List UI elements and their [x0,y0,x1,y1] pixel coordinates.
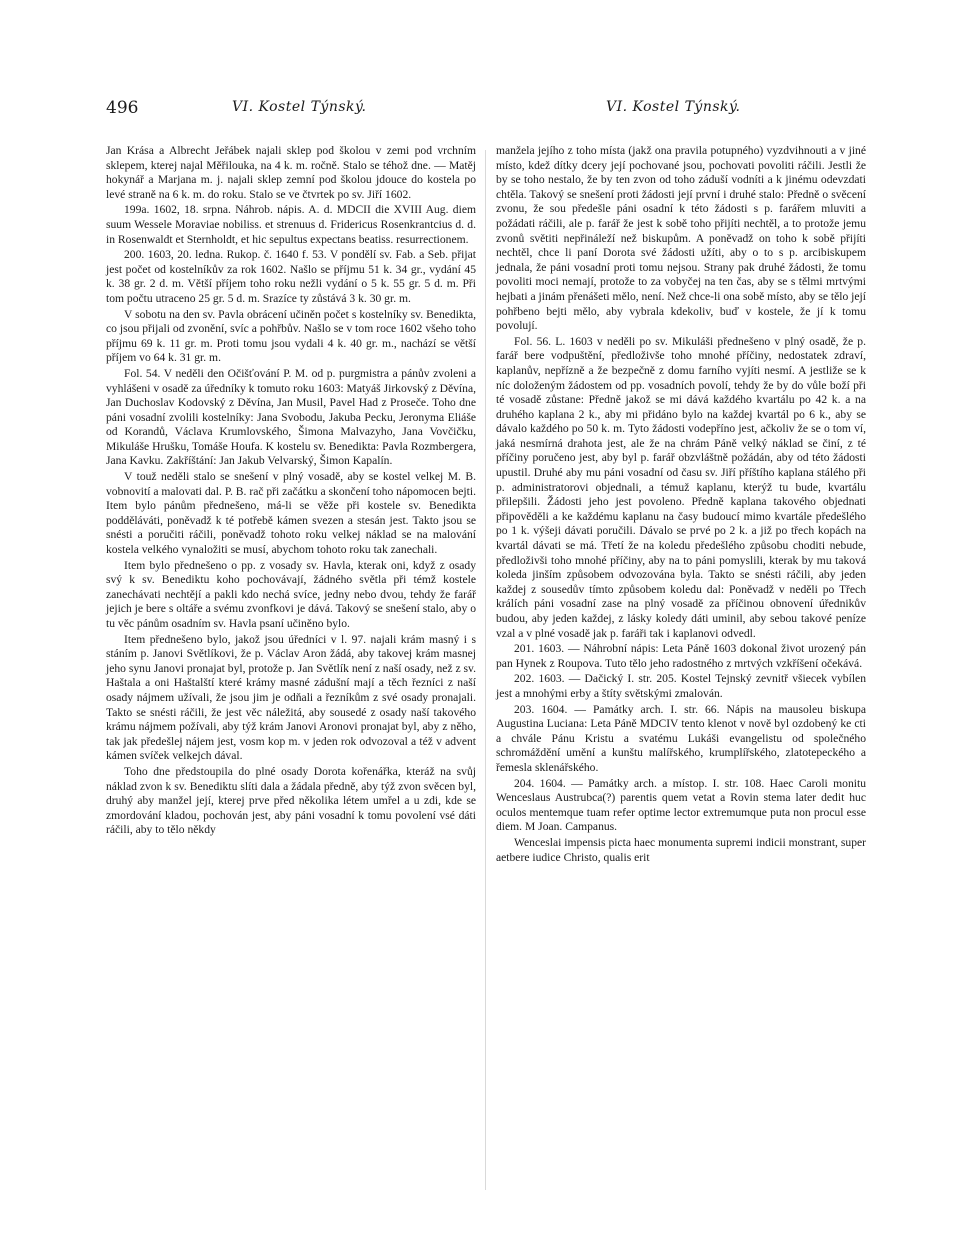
page-number: 496 [106,98,139,118]
right-column [496,144,866,866]
paragraph: 203. 1604. — Památky arch. I. str. 66. Nápis na mausoleu biskupa Augustina Luciana: Leta Páně MDCIV tento klenot v nově byl ozdobený ke cti a chvále Pánu Kristu a svatému Lukáši evangelistu od společného schromáždění umění a kunštu malířského, krumplířského, zlatotepeckého a řemesla sklenářského. [496,702,866,774]
paragraph: manžela jejího z toho místa (jakž ona pravila potupného) vyzdvihnouti a v jiné místo, kdež dítky dcery její pochované jsou, pochovati povoliti ráčili. Jestli že by se toho nestalo, že by ten zvon od toho záduší vodníti a k jinému odevzdati chtěla. Takový se snešení proti žádosti její první i druhé stalo: Předně o svěcení zvonu, že sou předešle páni osadní k této žádosti s p. farářem mluviti a požádati ráčili, ale p. farář že jest k sobě toho přijíti nechtěl, a to protože jemu zvonů světiti nepřináleží než biskupům. A poněvadž on toho k sobě přijíti nechtěl, chce li paní Dorota své žádosti užíti, aby o to s p. arcibiskupem jednala, že páni vosadní proti tomu nejsou. Strany pak druhé žádosti, že tomu povoliti moci nemají, protože to za vobyčej na ten čas, aby se s tělmi mrtvými hejbati a jinám přenášeti mělo, není. Než chce-li ona sobě místo, aby se tělo její pohřbeno bejti mělo, aby vybrala kdekoliv, buď v kostele, že jí k tomu povolují. [496,144,866,333]
paragraph: Item přednešeno bylo, jakož jsou úředníci v l. 97. najali krám masný i s stáním p. Janovi Světlíkovi, že p. Václav Aron žádá, aby takovej krám masnej jeho synu Janovi pronajat byl, protože p. Jan Světlík není z naší osady, než z sv. Haštala a oni Haštalští které krámy masné zádušní mají a těch řezníci z naší osady nájmem užívali, že jsou jim je odňali a řezníkům z své osady pronajali. Takto se snésti ráčili, že jest věc náležitá, aby sousedé z osady naší takového krámu nájmem požívali, aby týž krám Janovi Aronovi pronajat byl, aby z něho, tak jak předešlej nájem jest, vosm kop m. v jeden rok odvozoval a též v advent kámen svíček velkejch dával. [106,632,476,763]
running-title-left: VI. Kostel Týnský. [232,99,367,115]
paragraph: 201. 1603. — Náhrobní nápis: Leta Páně 1603 dokonal život urozený pán pan Hynek z Roupova. Tuto tělo jeho radostného z mrtvých vzkříšení očekává. [496,642,866,670]
page-header [106,98,868,118]
paragraph: Wenceslai impensis picta haec monumenta supremi indicii monstrant, super aetbere iudice Christo, qualis erit [496,835,866,864]
paragraph: 200. 1603, 20. ledna. Rukop. č. 1640 f. 53. V pondělí sv. Fab. a Seb. přijat jest počet od kostelníkův za rok 1602. Našlo se příjmu 51 k. 34 gr., vydání 45 k. 38 gr. 2 d. m. Větší příjem toho roku nežli vydání o 5 k. 55 gr. 5 d. m. Při tom počtu utraceno 25 gr. 5 d. m. Srazíce ty zůstává 3 k. 30 gr. m. [106,248,476,305]
paragraph: Toho dne předstoupila do plné osady Dorota kořenářka, kteráž na svůj náklad zvon k sv. Benediktu slíti dala a žádala předně, aby týž zvon svěcen byl, druhý aby manžel její, kterej prve před několika létem umřel a u zdi, kde se zmordování kladou, pochován jest, aby páni vosadní k tomu povolení vsé dáti ráčili, aby to tělo někdy [106,764,476,837]
left-column [106,144,476,839]
paragraph: 202. 1603. — Dačický I. str. 205. Kostel Tejnský zevnitř všiecek vybílen jest a mnohými erby a štíty světskými zmalován. [496,672,866,700]
paragraph: Item bylo přednešeno o pp. z vosady sv. Havla, kterak oni, když z osady svý k sv. Benediktu koho pochovávají, žádného světla při témž kostele zanechávati nechtějí a pakli kdo nechá svíce, jedny nebo dvou, tehdy že farář jejich je bere s oltáře a svému zvonfkovi je dává. Takový se snešení stalo, aby o tu věc pánům osadním sv. Havla psaní učiněno bylo. [106,558,476,630]
paragraph: V sobotu na den sv. Pavla obrácení učiněn počet s kostelníky sv. Benedikta, co jsou přijali od zvonění, svíc a pohřbův. Našlo se v tom roce 1602 všeho toho příjmu 69 k. 11 gr. m. Proti tomu jsou vydali 4 k. 40 gr. m., nachází se větší příjem vo 64 k. 31 gr. m. [106,307,476,365]
column-divider [485,150,486,1190]
paragraph: Fol. 56. L. 1603 v neděli po sv. Mikuláši přednešeno v plný osadě, že p. farář bere vodpuštění, předloživše toho mnohé příčiny, nedostatek zdraví, kaplanův, nepřízně a že bezpečně z domu farního vyjíti nesmí. A jestliže se k níc doloženým žádostem od pp. vosadních povolí, tehdy že by do vůle boží při té vosadě zůstane: Předně jakož se mi dává každého kvartálu po 42 k. a na druhého kaplana 2 k., aby mi přidáno bylo na každej kvartál po 6 k., aby se dávalo každého po 50 k. m. Tyto žádosti vodepříno jest, ačkoliv že se o tom ví, jaká nesmírná drahota jest, ale že na chrám Páně velký náklad se činí, z té příčiny poručeno jest, aby byl p. farář obzvláštně požádán, aby od této žádosti upustil. Druhé aby mu páni vosadní od času sv. Jiří příštího kaplana stálého při p. administratorovi objednali, a témuž kaplanu, kterýž tu bude, kvartálu přilepšili. Žádosti jeho jest povoleno. Předně kaplana takového objednati připověděli a ke každému kaplanu na časy budoucí mimo kvartále předešlého po 1 k. výšeji dávati poručili. Dávalo se prvé po 2 k. a již po třech kopách na kvartál dávati se má. Třetí že na koledu předešlého způsobu choditi nebude, předloživši toho mnohé příčiny, aby na to páni pomyslili, kterak by mu taková koleda jinším způsobem odvozována byla. Takto se snésti ráčili, aby jeden každej z sousedův tímto způsobem koledu dal: Poněvadž v neděli po Třech králích páni vosadní zase na plný vosadě za příčinou obnovení úřednikův budou, aby jeden každej, z lásky koledy dáti uminil, aby sebou takové peníze vzal a v plné vosadě jak p. faráři tak i kaplanovi odvedl. [496,334,866,640]
paragraph: Fol. 54. V neděli den Očišťování P. M. od p. purgmistra a pánův zvoleni a vyhlášeni v osadě za úředníky k tomuto roku 1603: Matyáš Jirkovský z Děvína, Jan Duchoslav Kodovský z Děvína, Jan Musil, Pavel Had z Proseče. Toho dne páni vosadní zvolili kostelníky: Jana Svobodu, Jakuba Pecku, Jeronyma Eliáše od Korandů, Václava Krumlovského, Šimona Malvazyho, Jana Vovčičku, Mikuláše Hrušku, Tomáše Houfa. K kostelu sv. Benedikta: Pavla Rozmbergera, Jana Kavku. Zakříštání: Jan Jakub Velvarský, Šimon Kapalín. [106,366,476,468]
paragraph: 204. 1604. — Památky arch. a místop. I. str. 108. Haec Caroli monitu Wenceslaus Austrubca(?) parentis quem vetat a Rovin stema later dedit huc oculos mentemque tuam refer optime lector extremumque puta non procul esse diem. M Joan. Campanus. [496,776,866,834]
paragraph: Jan Krása a Albrecht Jeřábek najali sklep pod školou v zemi pod vrchním sklepem, kterej najal Měřilouka, na 4 k. m. ročně. Stalo se téhož dne. — Matěj hokynář a Marjana m. j. najali sklep zemní pod školou jdouce do kostela po levé straně na 6 k. m. do roku. Stalo se ve čtvrtek po sv. Jiří 1602. [106,144,476,201]
paragraph: 199a. 1602, 18. srpna. Náhrob. nápis. A. d. MDCII die XVIII Aug. diem suum Wessele Moraviae nobiliss. et strenuus d. Fridericus Rosenkrantcius d. d. in Rosenwaldt et Sternholdt, et hic sepultus expectans beatiss. resurrectionem. [106,203,476,246]
running-title-right: VI. Kostel Týnský. [606,99,741,115]
paragraph: V touž neděli stalo se snešení v plný vosadě, aby se kostel velkej M. B. vobnovití a malovati dal. P. B. rač při začátku a skončení toho nápomocen bejti. Item bylo pánům přednešeno, má-li se věže při kostele sv. Benedikta podděláváti, poněvadž k té potřebě kámen svezen a stesán jest. Takto jsou se snésti a poručiti ráčili, poněvadž tohoto roku velkej náklad se na malování kostela velkého vynaložiti se musí, abychom tohoto roku tak zanechali. [106,470,476,557]
